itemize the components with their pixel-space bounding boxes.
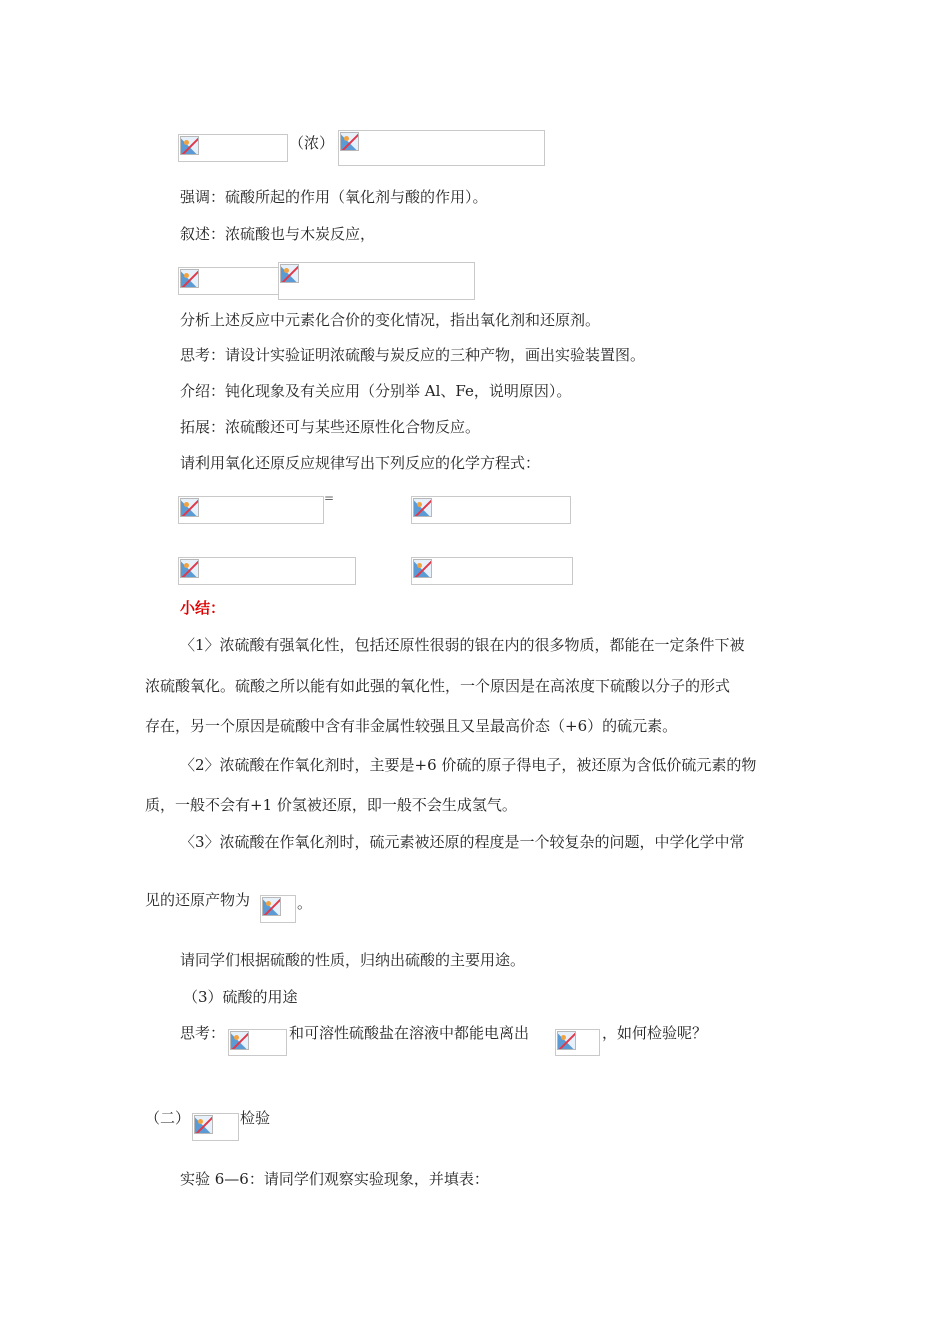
summary-2-line-1: 〈2〉浓硫酸在作氧化剂时，主要是+6 价硫的原子得电子，被还原为含低价硫元素的物 <box>180 756 757 774</box>
text-jieshao: 介绍：钝化现象及有关应用（分别举 Al、Fe，说明原因）。 <box>180 382 572 400</box>
equation-image-4 <box>411 557 573 585</box>
equation-image-3 <box>178 557 356 585</box>
summary-1-line-3: 存在，另一个原因是硫酸中含有非金属性较强且又呈最高价态（+6）的硫元素。 <box>145 717 678 735</box>
text-qiangdiao: 强调：硫酸所起的作用（氧化剂与酸的作用）。 <box>180 188 488 206</box>
broken-image-icon <box>230 1031 249 1050</box>
text-qingliyong: 请利用氧化还原反应规律写出下列反应的化学方程式： <box>180 454 541 472</box>
summary-3-line-1: 〈3〉浓硫酸在作氧化剂时，硫元素被还原的程度是一个较复杂的问题，中学化学中常 <box>180 833 745 851</box>
formula-image-section <box>192 1113 239 1141</box>
text-guina: 请同学们根据硫酸的性质，归纳出硫酸的主要用途。 <box>180 951 526 969</box>
broken-image-icon <box>194 1115 213 1134</box>
equation-image-2 <box>411 496 571 524</box>
text-shiyan: 实验 6—6：请同学们观察实验现象，并填表： <box>180 1170 489 1188</box>
formula-image-4 <box>278 262 475 300</box>
reduction-product-image <box>260 895 296 923</box>
summary-1-line-1: 〈1〉浓硫酸有强氧化性，包括还原性很弱的银在内的很多物质，都能在一定条件下被 <box>180 636 745 654</box>
broken-image-icon <box>180 136 199 155</box>
formula-image-1 <box>178 134 288 162</box>
summary-1-line-2: 浓硫酸氧化。硫酸之所以能有如此强的氧化性，一个原因是在高浓度下硫酸以分子的形式 <box>145 677 731 695</box>
formula-image-3 <box>178 267 280 295</box>
summary-heading: 小结： <box>180 599 226 617</box>
text-sikao2b: 和可溶性硫酸盐在溶液中都能电离出 <box>289 1024 530 1042</box>
broken-image-icon <box>557 1031 576 1050</box>
text-sikao2c: ，如何检验呢？ <box>602 1024 708 1042</box>
text-sikao1: 思考：请设计实验证明浓硫酸与炭反应的三种产物，画出实验装置图。 <box>180 346 646 364</box>
equation-image-1 <box>178 496 324 524</box>
formula-image-2 <box>338 130 545 166</box>
broken-image-icon <box>180 498 199 517</box>
formula-image-h2so4 <box>228 1029 287 1056</box>
text-tuozhan: 拓展：浓硫酸还可与某些还原性化合物反应。 <box>180 418 481 436</box>
broken-image-icon <box>280 264 299 283</box>
broken-image-icon <box>413 559 432 578</box>
summary-3-line-2b: 。 <box>297 894 313 912</box>
broken-image-icon <box>180 559 199 578</box>
subheading-yongtu: （3）硫酸的用途 <box>183 988 298 1006</box>
equals-sign: = <box>324 491 335 505</box>
nong-label: （浓） <box>289 134 335 152</box>
summary-3-line-2a: 见的还原产物为 <box>145 891 251 909</box>
text-sikao2a: 思考： <box>180 1024 226 1042</box>
text-fenxi: 分析上述反应中元素化合价的变化情况，指出氧化剂和还原剂。 <box>180 311 601 329</box>
broken-image-icon <box>413 498 432 517</box>
broken-image-icon <box>340 132 359 151</box>
section-er-title: 检验 <box>240 1109 271 1127</box>
broken-image-icon <box>262 897 281 916</box>
text-xushu: 叙述：浓硫酸也与木炭反应， <box>180 225 376 243</box>
formula-image-so4 <box>555 1029 600 1056</box>
summary-2-line-2: 质，一般不会有+1 价氢被还原，即一般不会生成氢气。 <box>145 796 517 814</box>
broken-image-icon <box>180 269 199 288</box>
section-er-prefix: （二） <box>145 1109 191 1127</box>
